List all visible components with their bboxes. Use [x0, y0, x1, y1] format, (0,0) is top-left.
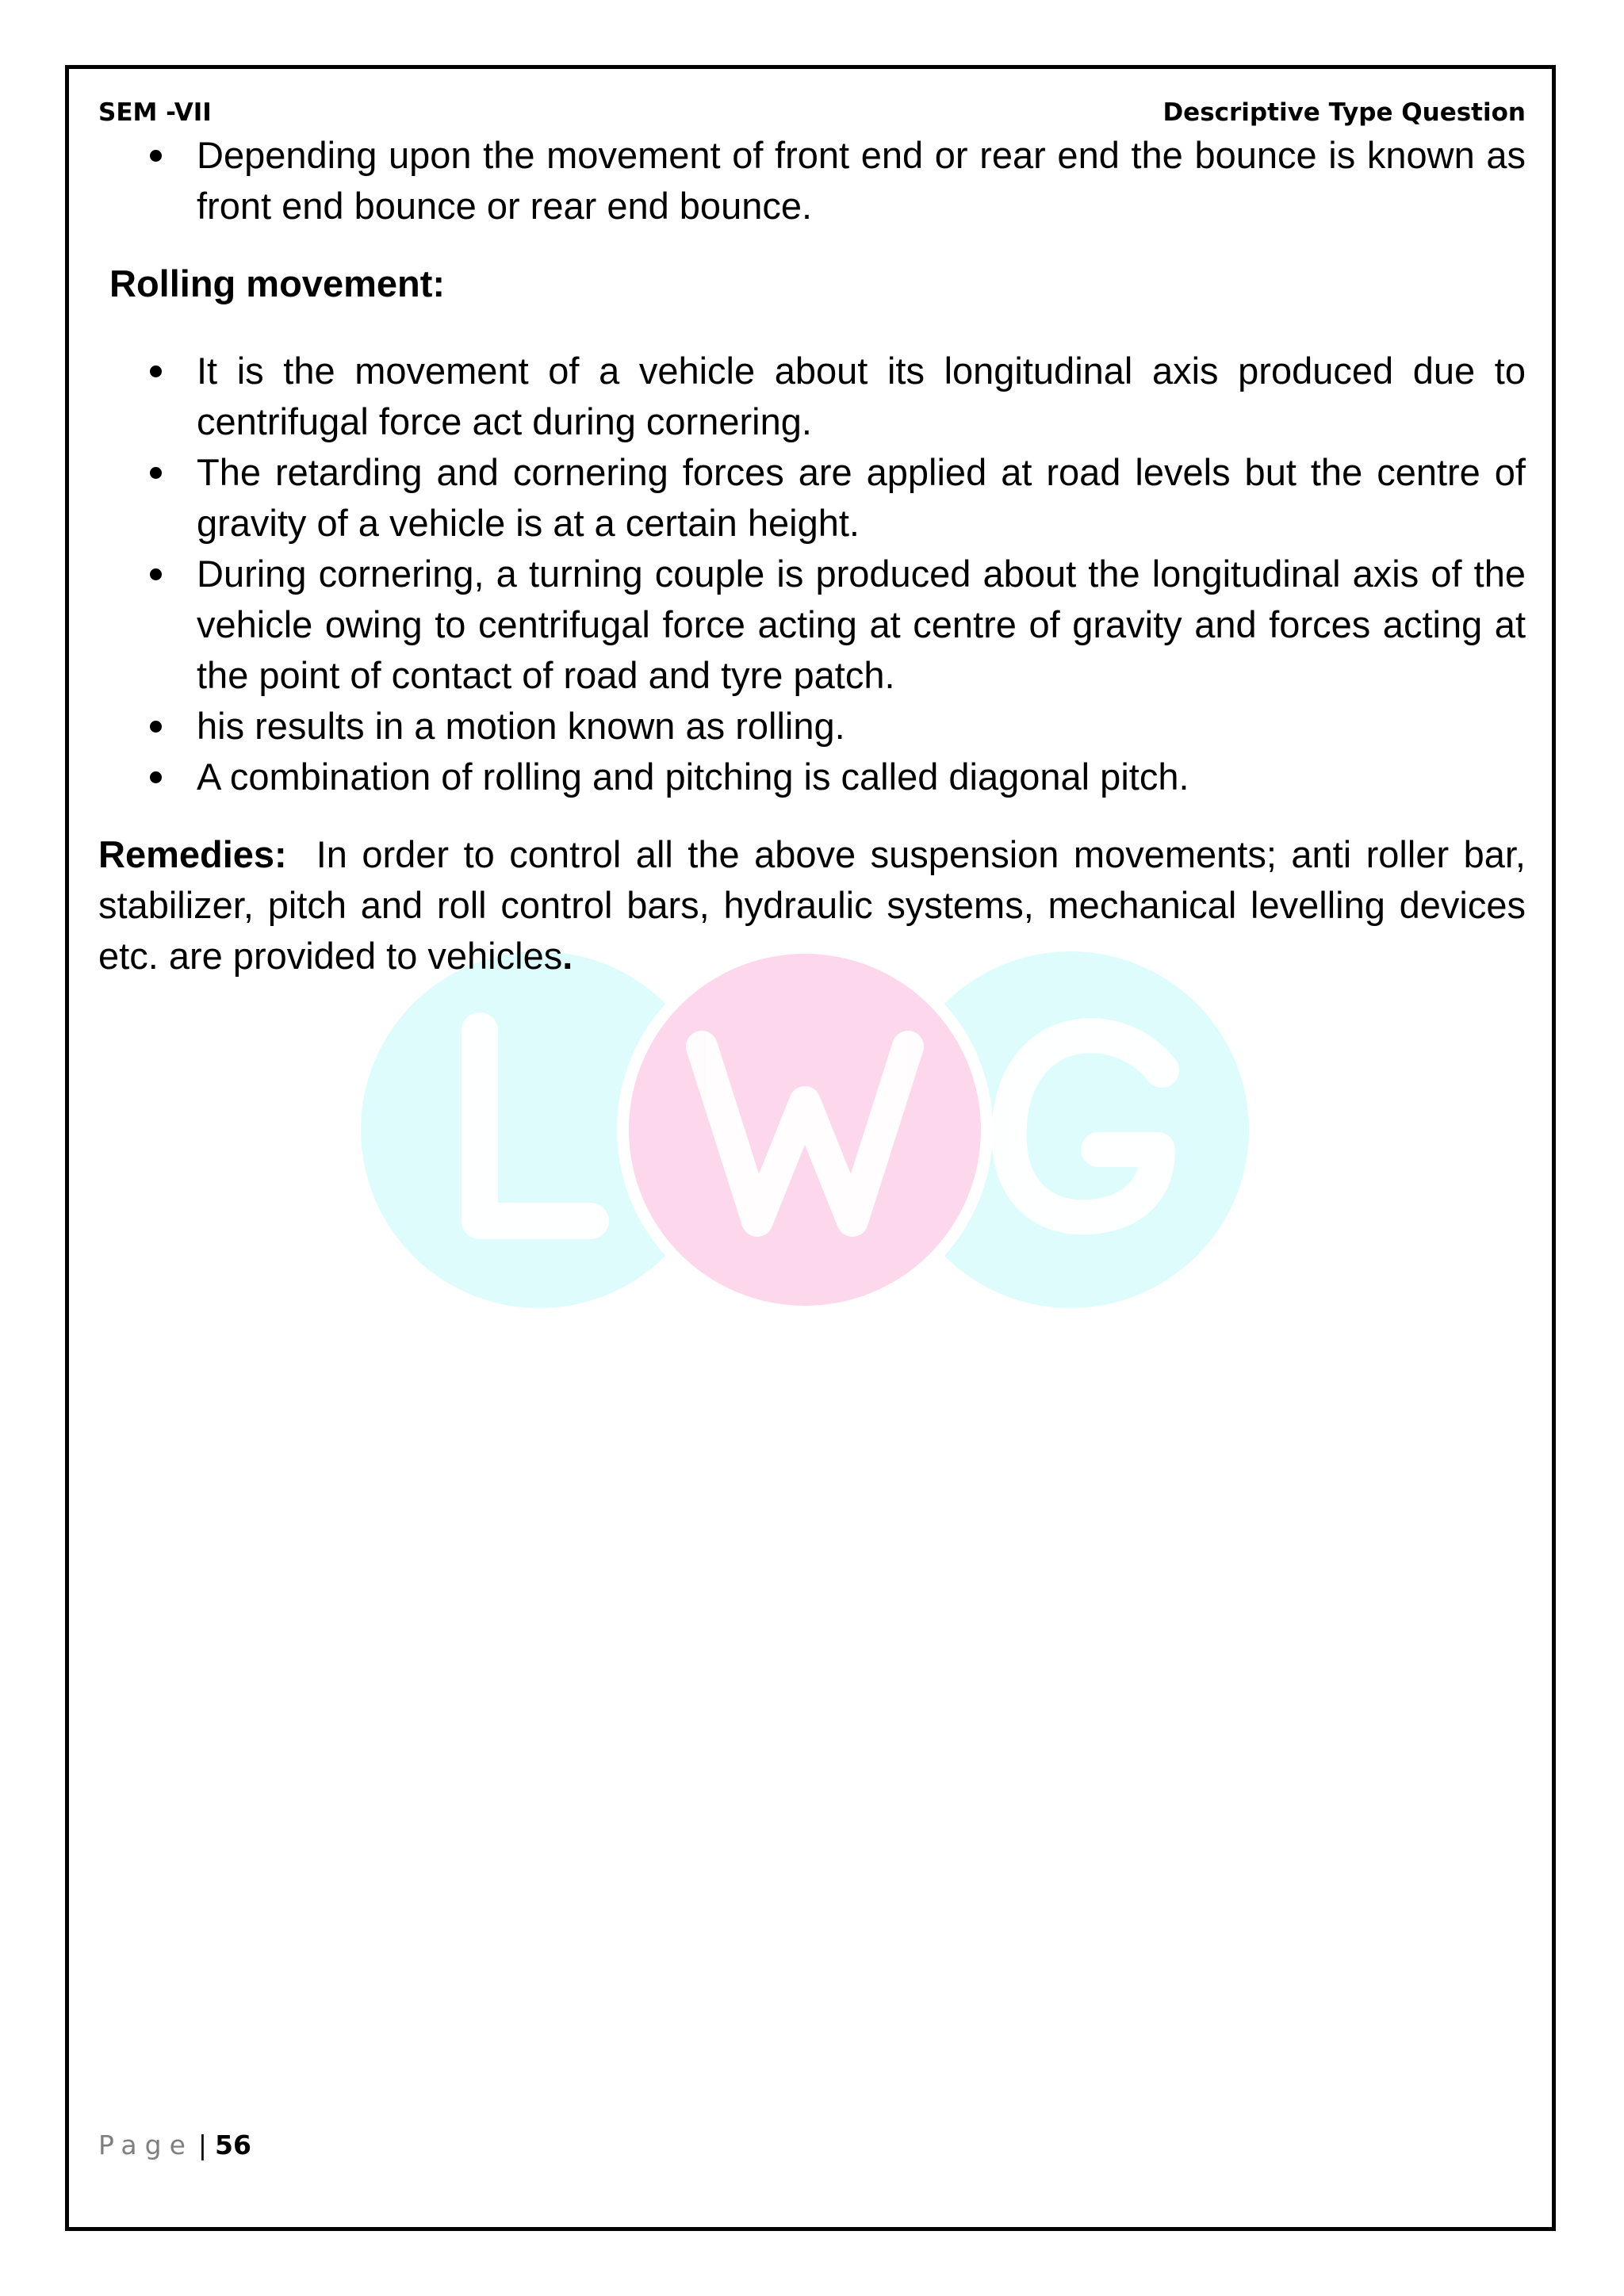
rolling-movement-heading: Rolling movement:: [109, 262, 446, 304]
list-item: During cornering, a turning couple is produced about the longitudinal axis of the vehicle owing to centrifugal force acting at centre of gravity and forces acting at the point of contact of road and tyre patch.: [98, 549, 1526, 701]
list-item: his results in a motion known as rolling.: [98, 701, 1526, 752]
page-footer: [98, 2130, 251, 2160]
page-content: [98, 130, 1526, 982]
remedies-label: Remedies:: [98, 833, 287, 875]
list-item: A combination of rolling and pitching is called diagonal pitch.: [98, 752, 1526, 802]
page-number: 56: [215, 2130, 251, 2160]
remedies-paragraph: [98, 829, 1526, 982]
lwg-watermark-logo: [361, 951, 1249, 1308]
list-item: It is the movement of a vehicle about its longitudinal axis produced due to centrifugal force act during cornering.: [98, 346, 1526, 447]
page-word: Page: [98, 2130, 193, 2160]
remedies-end: .: [562, 935, 573, 977]
intro-bullet-list: [98, 130, 1526, 232]
remedies-text: In order to control all the above suspension movements; anti roller bar, stabilizer, pitch and roll control bars, hydraulic systems, mechanical levelling devices etc. are provided to vehicles: [98, 833, 1526, 977]
list-item: The retarding and cornering forces are applied at road levels but the centre of gravity of a vehicle is at a certain height.: [98, 447, 1526, 549]
semester-label: SEM -VII: [98, 98, 212, 127]
rolling-bullet-list: [98, 346, 1526, 802]
page-header: [98, 98, 1526, 133]
list-item: Depending upon the movement of front end or rear end the bounce is known as front end bounce or rear end bounce.: [98, 130, 1526, 232]
question-type-label: Descriptive Type Question: [1162, 98, 1526, 127]
page-separator: |: [197, 2130, 208, 2160]
